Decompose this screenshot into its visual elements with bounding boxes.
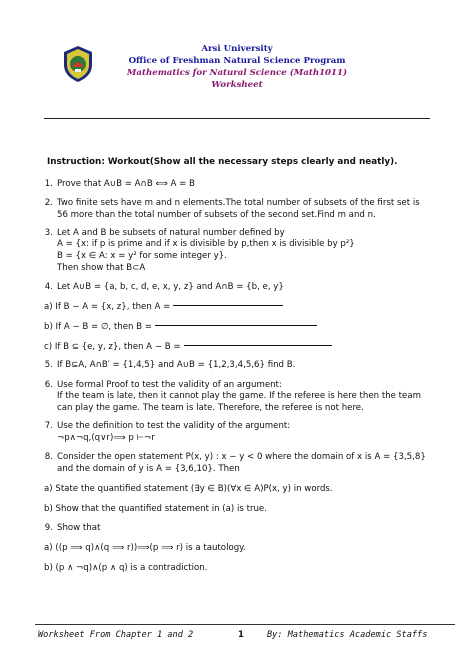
question-number: 3. (44, 228, 53, 238)
part-text: State the quantified statement (∃y ∈ B)(∀x ∈ A)P(x, y) in words. (55, 484, 333, 494)
question-9 (44, 523, 101, 534)
question-4b (44, 322, 317, 333)
question-number: 1. (44, 179, 53, 189)
question-text: Prove that A∪B = A∩B ⟺ A = B (57, 179, 195, 189)
question-8 (44, 452, 426, 463)
question-3-conclusion: Then show that B⊂A (57, 263, 146, 273)
set-a-definition: A = {x: if p is prime and if x is divisible by p,then x is divisible by p²} (57, 239, 355, 249)
question-8b (44, 504, 267, 515)
question-number: 8. (44, 452, 53, 462)
question-4c (44, 342, 332, 353)
part-text: (p ∧ ¬q)∧(p ∧ q) is a contradiction. (55, 563, 208, 573)
question-9a (44, 543, 246, 554)
question-text: Let A and B be subsets of natural number defined by (57, 228, 285, 238)
question-4 (44, 282, 284, 293)
question-1 (44, 179, 195, 190)
part-label: c) (44, 342, 53, 352)
question-text: Use formal Proof to test the validity of an argument: (57, 380, 282, 390)
office-name: Office of Freshman Natural Science Program (128, 56, 346, 66)
question-5 (44, 360, 296, 371)
question-text: Show that (57, 523, 101, 533)
question-4a (44, 302, 283, 313)
question-text: If B⊆A, A∩B′ = {1,4,5} and A∪B = {1,2,3,4,5,6} find B. (57, 360, 296, 370)
question-2-cont (57, 210, 376, 221)
set-b-definition: B = {x ∈ A: x = y² for some integer y}. (57, 251, 227, 261)
question-number: 7. (44, 421, 53, 431)
question-number: 4. (44, 282, 53, 292)
header-divider (44, 118, 430, 119)
footer-divider (35, 624, 455, 625)
part-label: b) (44, 563, 53, 573)
question-8-cont: and the domain of y is A = {3,6,10}. Then (57, 464, 240, 474)
answer-blank (184, 345, 332, 346)
part-label: b) (44, 504, 53, 514)
answer-blank (173, 305, 283, 306)
question-6 (44, 380, 282, 391)
part-text: Show that the quantified statement in (a) is true. (55, 504, 267, 514)
question-text: Let A∪B = {a, b, c, d, e, x, y, z} and A∩B = {b, e, y} (57, 282, 284, 292)
university-name: Arsi University (201, 44, 273, 54)
argument-line-1: If the team is late, then it cannot play the game. If the referee is here then the team (57, 391, 421, 401)
argument-line-2: can play the game. The team is late. Therefore, the referee is not here. (57, 403, 364, 413)
footer-chapter-info: Worksheet From Chapter 1 and 2 (38, 630, 194, 640)
question-text: Use the definition to test the validity of the argument: (57, 421, 291, 431)
question-number: 6. (44, 380, 53, 390)
document-type: Worksheet (211, 80, 263, 90)
question-7 (44, 421, 291, 432)
instruction: Instruction: Workout(Show all the necessary steps clearly and neatly). (47, 157, 398, 167)
part-label: b) (44, 322, 53, 332)
course-title: Mathematics for Natural Science (Math1011) (126, 68, 348, 78)
part-text: If B − A = {x, z}, then A = (55, 302, 171, 312)
question-text: Two finite sets have m and n elements.The total number of subsets of the first set is (57, 198, 420, 208)
part-label: a) (44, 543, 53, 553)
question-3 (44, 228, 285, 239)
question-number: 9. (44, 523, 53, 533)
argument-formula: ¬p∧¬q,(q∨r)⟹ p ⊢¬r (57, 433, 155, 443)
part-text: If A − B = ∅, then B = (55, 322, 152, 332)
question-8a (44, 484, 333, 495)
part-label: a) (44, 302, 53, 312)
question-text: 56 more than the total number of subsets of the second set.Find m and n. (57, 210, 376, 220)
answer-blank (155, 325, 317, 326)
part-label: a) (44, 484, 53, 494)
footer-author: By: Mathematics Academic Staffs (267, 630, 428, 640)
question-number: 5. (44, 360, 53, 370)
page-number: 1 (238, 630, 244, 640)
part-text: If B ⊆ {e, y, z}, then A − B = (54, 342, 181, 352)
question-9b (44, 563, 207, 574)
question-number: 2. (44, 198, 53, 208)
question-text: Consider the open statement P(x, y) : x − y < 0 where the domain of x is A = {3,5,8} (57, 452, 426, 462)
question-2 (44, 198, 420, 209)
part-text: ((p ⟹ q)∧(q ⟹ r))⟹(p ⟹ r) is a tautology. (55, 543, 246, 553)
